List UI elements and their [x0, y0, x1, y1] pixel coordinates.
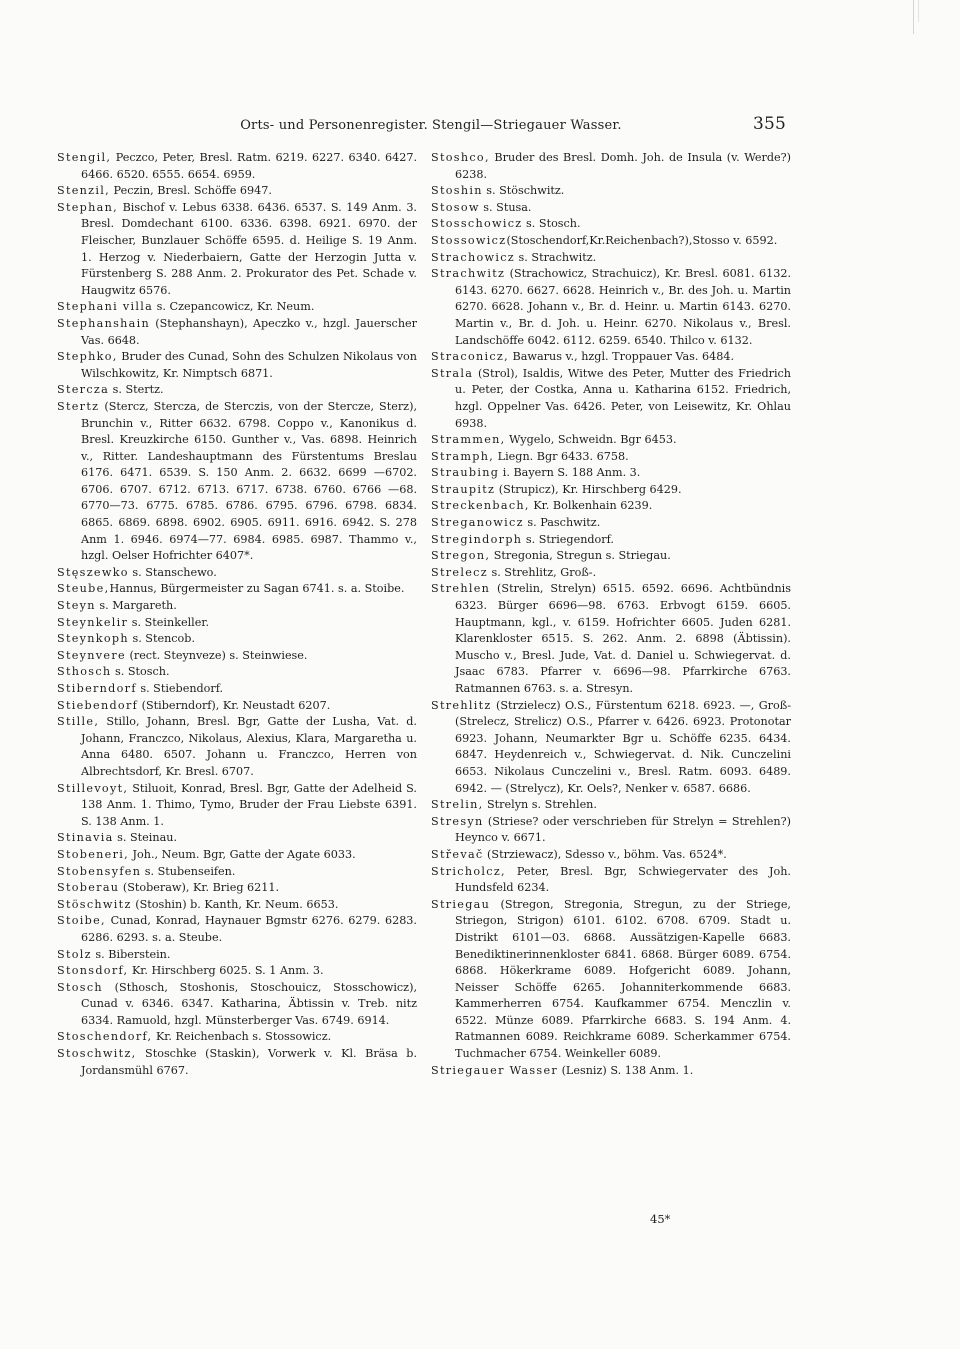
entry-text: Stillo, Johann, Bresl. Bgr, Gatte der Lusha, Vat. d. Johann, Franczco, Nikolaus, Alexius, Klara, Margaretha u. Anna 6480. 6507. Johann u. Franczco, Herren von Albrechtsdorf, Kr. Bresl. 6707.	[81, 715, 417, 778]
entry-keyword: Straconicz,	[431, 350, 509, 364]
entry-keyword: Stobeneri,	[57, 847, 129, 861]
register-entry	[57, 714, 417, 780]
register-entry	[57, 565, 417, 582]
entry-keyword: Steynvere	[57, 648, 126, 662]
entry-keyword: Stephani villa	[57, 300, 154, 314]
entry-keyword: Strammen,	[431, 433, 506, 447]
entry-text: Wygelo, Schweidn. Bgr 6453.	[505, 433, 677, 447]
entry-keyword: Stoshco,	[431, 151, 490, 164]
entry-text: s. Stiebendorf.	[136, 682, 224, 695]
entry-text: (rect. Steynveze) s. Steinwiese.	[125, 648, 308, 662]
entry-keyword: Stillevoyt,	[57, 781, 129, 795]
entry-text: Kr. Hirschberg 6025. S. 1 Anm. 3.	[128, 964, 324, 978]
register-entry	[431, 482, 791, 499]
entry-keyword: Steynkoph	[57, 632, 129, 646]
entry-keyword: Strachowicz	[431, 250, 515, 264]
register-entry	[57, 648, 417, 665]
entry-text: (Strzielecz) O.S., Fürstentum 6218. 6923. —, Groß- (Strelecz, Strelicz) O.S., Pfarrer v. 6426. 6923. Protonotar 6923. Johann, Neumarkter Bgr u. Schöffe 6235. 6434. 6847. Heydenreich v., Schwiegervat. d. Nik. Cunczelini 6653. Nikolaus Cunczelini v., Bresl. Ratm. 6093. 6489. 6942. — (Strelycz), Kr. Oels?, Nenker v. 6587. 6686.	[455, 698, 791, 795]
entry-text: s. Strachwitz.	[515, 250, 597, 264]
entry-keyword: Strelin,	[431, 798, 484, 812]
register-entry	[57, 830, 417, 847]
register-entry	[57, 598, 417, 615]
entry-text: s. Stosch.	[522, 217, 581, 231]
entry-keyword: Stephanshain	[57, 316, 151, 330]
entry-text: Stoschke (Staskin), Vorwerk v. Kl. Bräsa b. Jordansmühl 6767.	[81, 1047, 417, 1077]
entry-keyword: Stosschowicz	[431, 217, 523, 231]
entry-text: Stiluoit, Konrad, Bresl. Bgr, Gatte der Adelheid S. 138 Anm. 1. Thimo, Tymo, Bruder der Frau Liebste 6391. S. 138 Anm. 1.	[81, 781, 417, 828]
entry-text: s. Stusa.	[479, 200, 532, 214]
entry-text: i. Bayern S. 188 Anm. 3.	[499, 466, 641, 480]
register-entry	[431, 1063, 791, 1080]
entry-text: s. Stanschewo.	[128, 565, 217, 579]
entry-text: (Stercz, Stercza, de Sterczis, von der Stercze, Sterz), Brunchin v., Ritter 6632. 6798. Coppo v., Kanonikus d. Bresl. Kreuzkirche 6150. Gunther v., Vas. 6898. Heinrich v., Ritter. Landeshauptmann des Fürstentums Breslau 6176. 6471. 6539. S. 150 Anm. 2. 6632. 6699 —6702. 6706. 6707. 6712. 6713. 6717. 6738. 6760. 6766 —68. 6770—73. 6775. 6785. 6786. 6795. 6796. 6798. 6834. 6865. 6869. 6898. 6902. 6905. 6911. 6916. 6942. S. 278 Anm 1. 6946. 6974—77. 6984. 6985. 6987. Thammo v., hzgl. Oelser Hofrichter 6407*.	[81, 399, 417, 563]
register-entry	[57, 1046, 417, 1079]
entry-text: Kr. Reichenbach s. Stossowicz.	[152, 1030, 332, 1044]
entry-keyword: Steube,	[57, 582, 110, 596]
entry-keyword: Stiberndorf	[57, 682, 137, 695]
register-entry	[57, 847, 417, 864]
register-entry	[431, 432, 791, 449]
entry-text: s. Striegendorf.	[522, 532, 614, 546]
entry-text: Peczco, Peter, Bresl. Ratm. 6219. 6227. 6340. 6427. 6466. 6520. 6555. 6654. 6959.	[81, 151, 417, 181]
register-entry	[57, 150, 417, 183]
entry-keyword: Stoschendorf,	[57, 1030, 153, 1044]
entry-text: (Strupicz), Kr. Hirschberg 6429.	[495, 482, 682, 496]
register-entry	[57, 880, 417, 897]
entry-keyword: Stricholcz,	[431, 864, 506, 878]
register-entry	[431, 515, 791, 532]
register-entry	[57, 183, 417, 200]
scan-edge-mark	[918, 0, 919, 22]
entry-text: s. Steinau.	[113, 831, 177, 845]
entry-keyword: Strehlitz	[431, 698, 492, 712]
entry-text: (Stoberaw), Kr. Brieg 6211.	[119, 881, 280, 895]
entry-text: Strelyn s. Strehlen.	[483, 798, 597, 812]
entry-keyword: Střevač	[431, 847, 484, 861]
register-entry	[431, 233, 791, 250]
left-column	[57, 150, 417, 1079]
entry-text: s. Strehlitz, Groß-.	[487, 565, 597, 579]
sheet-signature: 45*	[650, 1212, 671, 1226]
entry-keyword: Stengil,	[57, 151, 112, 164]
register-entry	[431, 797, 791, 814]
entry-keyword: Streganowicz	[431, 516, 524, 530]
entry-keyword: Sthosch	[57, 665, 112, 679]
entry-keyword: Straupitz	[431, 482, 496, 496]
entry-text: Hannus, Bürgermeister zu Sagan 6741. s. a. Stoibe.	[109, 582, 405, 596]
entry-keyword: Stenzil,	[57, 184, 110, 198]
register-entry	[57, 581, 417, 598]
entry-keyword: Stoshin	[431, 184, 483, 198]
register-entry	[57, 615, 417, 632]
page-number: 355	[753, 114, 787, 134]
entry-text: Bawarus v., hzgl. Troppauer Vas. 6484.	[508, 350, 735, 364]
entry-text: Bischof v. Lebus 6338. 6436. 6537. S. 149 Anm. 3. Bresl. Domdechant 6100. 6336. 6398. 6921. 6970. der Fleischer, Bunzlauer Schöffe 6595. d. Heilige S. 19 Anm. 1. Herzog v. Niederbaiern, Gatte der Herzogin Jutta v. Fürstenberg S. 288 Anm. 2. Prokurator des Pet. Schade v. Haugwitz 6576.	[81, 200, 417, 297]
entry-keyword: Stosch	[57, 980, 103, 994]
entry-keyword: Stolz	[57, 947, 92, 961]
register-entry	[57, 382, 417, 399]
entry-keyword: Stregon,	[431, 549, 491, 563]
entry-keyword: Strala	[431, 366, 474, 380]
register-entry	[431, 814, 791, 847]
register-entry	[431, 449, 791, 466]
entry-text: Bruder des Cunad, Sohn des Schulzen Nikolaus von Wilschkowitz, Kr. Nimptsch 6871.	[81, 350, 417, 380]
register-entry	[57, 349, 417, 382]
entry-text: s. Stubenseifen.	[141, 864, 236, 878]
entry-text: Kr. Bolkenhain 6239.	[529, 499, 653, 513]
entry-text: s. Steinkeller.	[128, 615, 210, 629]
register-entry	[431, 250, 791, 267]
register-entry	[431, 216, 791, 233]
register-entry	[431, 897, 791, 1063]
register-entry	[431, 349, 791, 366]
entry-keyword: Stertz	[57, 399, 100, 413]
entry-keyword: Stoberau	[57, 881, 120, 895]
entry-text: (Stoschendorf,Kr.Reichenbach?),Stosso v. 6592.	[506, 233, 778, 247]
entry-keyword: Stobensyfen	[57, 864, 142, 878]
entry-keyword: Stresyn	[431, 814, 484, 828]
entry-keyword: Striegauer Wasser	[431, 1063, 559, 1077]
entry-keyword: Streckenbach,	[431, 499, 530, 513]
entry-keyword: Stille,	[57, 715, 100, 729]
entry-text: s. Stencob.	[128, 632, 196, 646]
entry-keyword: Stercza	[57, 383, 110, 397]
entry-text: s. Czepancowicz, Kr. Neum.	[153, 300, 315, 314]
register-entry	[57, 1029, 417, 1046]
register-entry	[431, 183, 791, 200]
entry-text: Liegn. Bgr 6433. 6758.	[494, 449, 629, 463]
entry-keyword: Stinavia	[57, 831, 114, 845]
entry-keyword: Stramph,	[431, 449, 495, 463]
register-entry	[57, 681, 417, 698]
register-entry	[57, 664, 417, 681]
entry-keyword: Stephko,	[57, 350, 118, 364]
entry-keyword: Steynkelir	[57, 615, 129, 629]
register-entry	[431, 864, 791, 897]
register-entry	[57, 781, 417, 831]
entry-text: Peter, Bresl. Bgr, Schwiegervater des Joh. Hundsfeld 6234.	[455, 864, 791, 895]
entry-keyword: Straubing	[431, 466, 500, 480]
entry-keyword: Strehlen	[431, 582, 491, 596]
entry-text: Cunad, Konrad, Haynauer Bgmstr 6276. 6279. 6283. 6286. 6293. s. a. Steube.	[81, 914, 417, 944]
register-entry	[431, 548, 791, 565]
entry-keyword: Stephan,	[57, 200, 118, 214]
entry-keyword: Stosow	[431, 200, 480, 214]
entry-text: (Sthosch, Stoshonis, Stoschouicz, Stosschowicz), Cunad v. 6346. 6347. Katharina, Äbtissin v. Treb. nitz 6334. Ramuold, hzgl. Münsterberger Vas. 6749. 6914.	[81, 980, 417, 1027]
entry-keyword: Stregindorph	[431, 532, 523, 546]
register-entry	[57, 864, 417, 881]
entry-text: (Stiberndorf), Kr. Neustadt 6207.	[138, 698, 331, 712]
entry-text: Peczin, Bresl. Schöffe 6947.	[110, 184, 272, 198]
register-entry	[431, 266, 791, 349]
entry-text: Joh., Neum. Bgr, Gatte der Agate 6033.	[129, 847, 356, 861]
register-entry	[57, 399, 417, 565]
entry-text: s. Stertz.	[109, 383, 164, 397]
register-entry	[431, 847, 791, 864]
entry-keyword: Strelecz	[431, 565, 488, 579]
register-entry	[57, 316, 417, 349]
entry-keyword: Stiebendorf	[57, 698, 139, 712]
register-entry	[57, 897, 417, 914]
entry-text: (Lesniz) S. 138 Anm. 1.	[558, 1063, 694, 1077]
right-column	[431, 150, 791, 1079]
register-entry	[57, 200, 417, 300]
register-entry	[57, 963, 417, 980]
register-entry	[431, 532, 791, 549]
entry-text: s. Stöschwitz.	[482, 184, 565, 198]
running-header-right: Stengil—Striegauer Wasser.	[432, 118, 622, 133]
entry-text: Stregonia, Stregun s. Striegau.	[490, 549, 671, 563]
register-entry	[431, 498, 791, 515]
entry-keyword: Stoibe,	[57, 914, 106, 928]
register-entry	[57, 947, 417, 964]
entry-keyword: Stonsdorf,	[57, 964, 129, 978]
running-header-left: Orts- und Personenregister.	[240, 118, 428, 133]
entry-text: s. Margareth.	[95, 599, 177, 613]
entry-text: (Strziewacz), Sdesso v., böhm. Vas. 6524*.	[483, 847, 727, 861]
register-entry	[431, 698, 791, 798]
entry-keyword: Strachwitz	[431, 267, 506, 281]
entry-keyword: Stęszewko	[57, 565, 129, 579]
entry-keyword: Striegau	[431, 897, 491, 911]
register-entry	[431, 565, 791, 582]
register-entry	[57, 299, 417, 316]
register-entry	[57, 698, 417, 715]
entry-text: s. Paschwitz.	[523, 516, 601, 530]
register-entry	[431, 581, 791, 697]
entry-text: (Strachowicz, Strachuicz), Kr. Bresl. 6081. 6132. 6143. 6270. 6627. 6628. Heinrich v., Br. des Joh. u. Martin 6270. 6628. Johann v., Br. d. Heinr. u. Martin 6143. 6270. Martin v., Br. d. Joh. u. Heinr. 6270. Nikolaus v., Bresl. Landschöffe 6042. 6112. 6259. 6540. Thilco v. 6132.	[455, 267, 791, 347]
entry-text: (Stregon, Stregonia, Stregun, zu der Striege, Striegon, Strigon) 6101. 6102. 6708. 6709. Stadt u. Distrikt 6101—03. 6868. Aussätzigen-Kapelle 6683. Benediktinerinnenkloster 6841. 6868. Bürger 6089. 6754. 6868. Hökerkrame 6089. Hofgericht 6089. Johann, Neisser Schöffe 6265. Johanniterkommende 6683. Kammerherren 6754. Kaufkammer 6754. Menczlin v. 6522. Münze 6089. Pfarrkirche 6683. S. 194 Anm. 4. Ratmannen 6089. Reichkrame 6089. Scherkammer 6754. Tuchmacher 6754. Weinkeller 6089.	[455, 897, 791, 1061]
entry-keyword: Steyn	[57, 599, 96, 613]
entry-keyword: Stöschwitz	[57, 897, 132, 911]
entry-keyword: Stossowicz	[431, 233, 507, 247]
entry-text: (Stoshin) b. Kanth, Kr. Neum. 6653.	[131, 897, 339, 911]
entry-text: s. Biberstein.	[91, 947, 171, 961]
entry-keyword: Stoschwitz,	[57, 1047, 137, 1061]
entry-text: s. Stosch.	[111, 665, 170, 679]
register-entry	[57, 980, 417, 1030]
entry-text: (Striese? oder verschrieben für Strelyn = Strehlen?) Heynco v. 6671.	[455, 814, 791, 845]
register-entry	[431, 200, 791, 217]
register-entry	[431, 366, 791, 432]
entry-text: (Strelin, Strelyn) 6515. 6592. 6696. Achtbündnis 6323. Bürger 6696—98. 6763. Erbvogt 6159. 6605. Hauptmann, kgl., v. 6159. Hofrichter 6605. Juden 6281. Klarenkloster 6515. S. 262. Anm. 2. 6898 (Äbtissin). Muscho v., Bresl. Jude, Vat. d. Daniel u. Schwiegervat. d. Jsaac 6783. Pfarrer v. 6696—98. Pfarrkirche 6763. Ratmannen 6763. s. a. Stresyn.	[455, 582, 791, 695]
register-entry	[57, 631, 417, 648]
entry-text: (Stephanshayn), Apeczko v., hzgl. Jauerscher Vas. 6648.	[81, 316, 417, 347]
register-entry	[431, 150, 791, 183]
scan-edge-mark	[913, 0, 914, 34]
register-entry	[57, 913, 417, 946]
entry-text: (Strol), Isaldis, Witwe des Peter, Mutter des Friedrich u. Peter, der Costka, Anna u. Katharina 6152. Friedrich, hzgl. Oppelner Vas. 6426. Peter, von Leisewitz, Kr. Ohlau 6938.	[455, 366, 791, 430]
entry-text: Bruder des Bresl. Domh. Joh. de Insula (v. Werde?) 6238.	[455, 151, 791, 181]
register-entry	[431, 465, 791, 482]
